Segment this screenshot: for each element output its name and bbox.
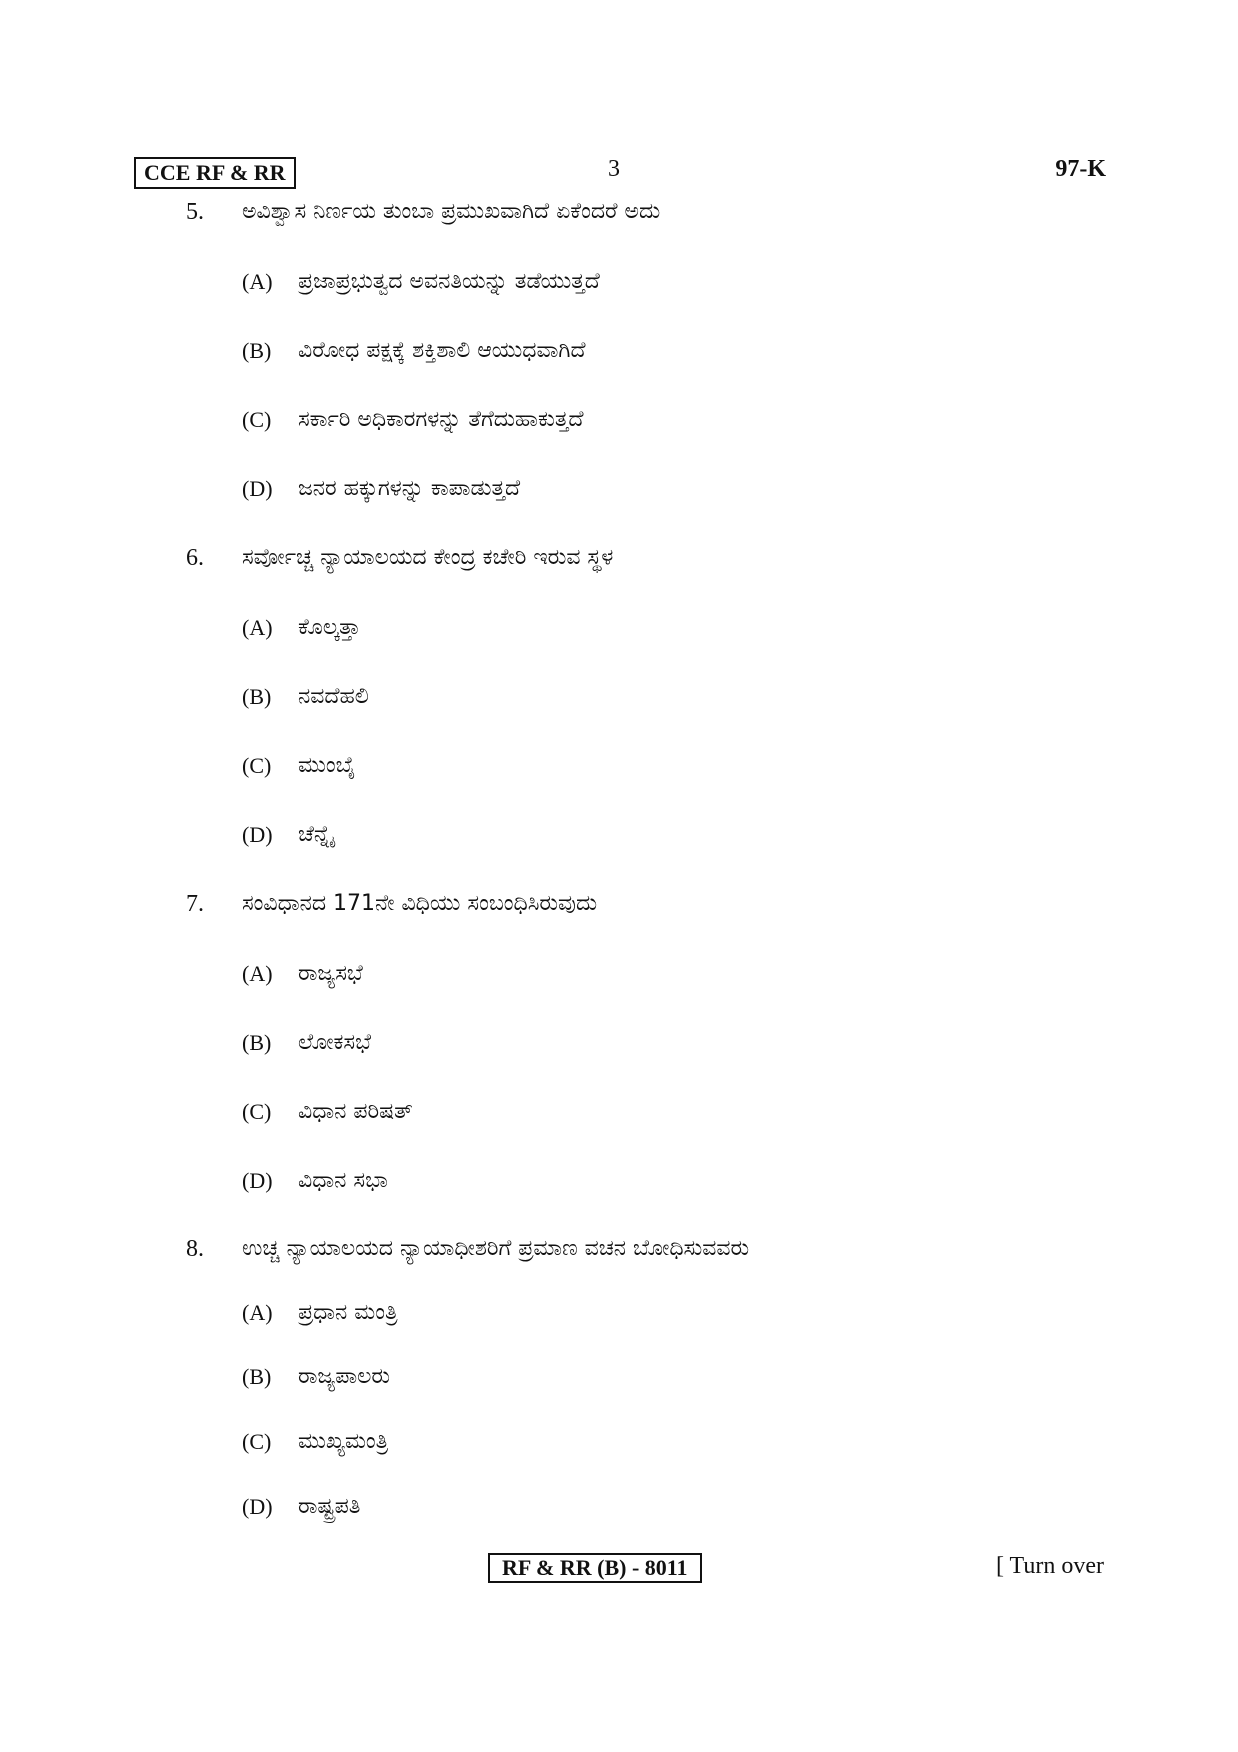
page-number: 3: [608, 156, 620, 182]
option-text: ಮುಂಬೈ: [298, 753, 356, 778]
question-number: 7.: [186, 891, 204, 917]
footer-code-box: RF & RR (B) - 8011: [488, 1553, 702, 1583]
option-text: ಜನರ ಹಕ್ಕುಗಳನ್ನು ಕಾಪಾಡುತ್ತದೆ: [298, 476, 521, 501]
paper-code: 97-K: [1055, 156, 1106, 182]
option-text: ರಾಷ್ಟ್ರಪತಿ: [298, 1494, 361, 1519]
option-text: ಸರ್ಕಾರಿ ಅಧಿಕಾರಗಳನ್ನು ತೆಗೆದುಹಾಕುತ್ತದೆ: [298, 407, 584, 432]
option-text: ಮುಖ್ಯಮಂತ್ರಿ: [298, 1429, 389, 1454]
option-text: ರಾಜ್ಯಪಾಲರು: [298, 1364, 390, 1389]
option-label: (B): [242, 338, 272, 363]
option-text: ವಿರೋಧ ಪಕ್ಷಕ್ಕೆ ಶಕ್ತಿಶಾಲಿ ಆಯುಧವಾಗಿದೆ: [298, 338, 586, 363]
option-text: ನವದೆಹಲಿ: [298, 684, 369, 709]
question-number: 8.: [186, 1236, 204, 1262]
option-label: (D): [242, 822, 273, 847]
option-label: (A): [242, 269, 273, 294]
option-text: ರಾಜ್ಯಸಭೆ: [298, 961, 363, 986]
turn-over-note: [ Turn over: [995, 1553, 1104, 1579]
question-text: ಅವಿಶ್ವಾಸ ನಿರ್ಣಯ ತುಂಬಾ ಪ್ರಮುಖವಾಗಿದೆ ಏಕೆಂದರೆ ಅದು: [242, 199, 661, 224]
option-label: (A): [242, 1300, 273, 1325]
option-label: (B): [242, 1030, 272, 1055]
option-label: (D): [242, 1494, 273, 1519]
option-text: ಪ್ರಜಾಪ್ರಭುತ್ವದ ಅವನತಿಯನ್ನು ತಡೆಯುತ್ತದೆ: [298, 269, 600, 294]
option-label: (D): [242, 1168, 273, 1193]
option-label: (C): [242, 753, 272, 778]
option-label: (C): [242, 407, 272, 432]
option-text: ವಿಧಾನ ಸಭಾ: [298, 1168, 388, 1193]
question-text: ಉಚ್ಚ ನ್ಯಾಯಾಲಯದ ನ್ಯಾಯಾಧೀಶರಿಗೆ ಪ್ರಮಾಣ ವಚನ ಬೋಧಿಸುವವರು: [242, 1236, 750, 1261]
option-text: ಕೊಲ್ಕತ್ತಾ: [298, 615, 361, 640]
option-text: ಪ್ರಧಾನ ಮಂತ್ರಿ: [298, 1300, 398, 1325]
option-label: (A): [242, 615, 273, 640]
option-label: (B): [242, 1364, 272, 1389]
question-number: 5.: [186, 199, 204, 225]
option-text: ಚೆನ್ನೈ: [298, 822, 334, 847]
header-code-box: CCE RF & RR: [134, 157, 296, 189]
question-number: 6.: [186, 545, 204, 571]
option-text: ಲೋಕಸಭೆ: [298, 1030, 371, 1055]
question-text: ಸಂವಿಧಾನದ 171ನೇ ವಿಧಿಯು ಸಂಬಂಧಿಸಿರುವುದು: [242, 891, 598, 916]
option-label: (B): [242, 684, 272, 709]
option-label: (C): [242, 1429, 272, 1454]
option-label: (A): [242, 961, 273, 986]
option-label: (C): [242, 1099, 272, 1124]
option-label: (D): [242, 476, 273, 501]
question-text: ಸರ್ವೋಚ್ಚ ನ್ಯಾಯಾಲಯದ ಕೇಂದ್ರ ಕಚೇರಿ ಇರುವ ಸ್ಥಳ: [242, 545, 614, 570]
option-text: ವಿಧಾನ ಪರಿಷತ್: [298, 1099, 413, 1124]
